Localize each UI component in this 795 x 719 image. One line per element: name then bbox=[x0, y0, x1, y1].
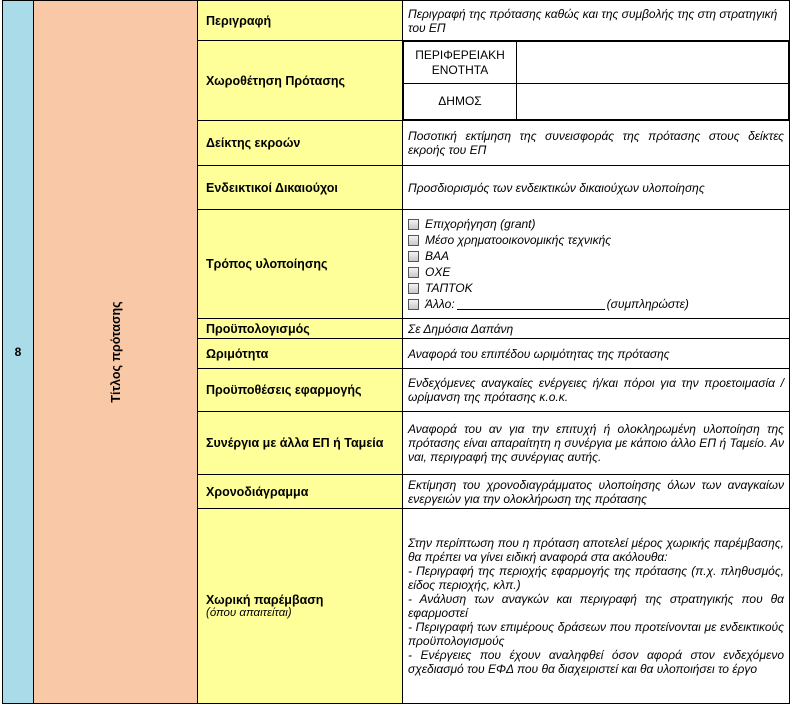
budget-text[interactable]: Σε Δημόσια Δαπάνη bbox=[403, 319, 790, 339]
proposal-title: Τίτλος πρότασης bbox=[108, 301, 123, 403]
schedule-label: Χρονοδιάγραμμα bbox=[198, 475, 403, 509]
option-label: ΤΑΠΤΟΚ bbox=[425, 281, 473, 295]
description-text[interactable]: Περιγραφή της πρότασης καθώς και της συμβολής της στη στρατηγική του ΕΠ bbox=[403, 1, 790, 41]
beneficiaries-label: Ενδεικτικοί Δικαιούχοι bbox=[198, 166, 403, 210]
option-oxe[interactable] bbox=[408, 264, 784, 280]
other-input[interactable] bbox=[457, 298, 605, 310]
synergy-text[interactable]: Αναφορά του αν για την επιτυχή ή ολοκληρωμένη υλοποίηση της πρότασης είναι απαραίτητη η συνέργια με κάποιο άλλο ΕΠ ή Ταμείο. Αν ναι, περιγραφή της συνέργιας αυτής. bbox=[403, 412, 790, 475]
region-label: ΠΕΡΙΦΕΡΕΙΑΚΗ ΕΝΟΤΗΤΑ bbox=[404, 42, 517, 84]
spatial-label-cell bbox=[198, 509, 403, 704]
row-number: 8 bbox=[14, 345, 22, 359]
spatial-bullet: - Περιγραφή των επιμέρους δράσεων που προτείνονται με ενδεικτικούς προϋπολογισμούς bbox=[408, 620, 784, 648]
output-indicators-text[interactable]: Ποσοτική εκτίμηση της συνεισφοράς της πρότασης στους δείκτες εκροής του ΕΠ bbox=[403, 121, 790, 166]
option-label: Επιχορήγηση (grant) bbox=[425, 217, 536, 231]
output-indicators-label: Δείκτης εκροών bbox=[198, 121, 403, 166]
municipality-value[interactable] bbox=[517, 84, 789, 120]
option-other[interactable] bbox=[408, 296, 784, 312]
spatial-bullet: - Ενέργειες που έχουν αναληφθεί όσον αφορά στον ενδεχόμενο σχεδιασμό του ΕΦΔ που θα διαχειριστεί και θα υλοποιήσει το έργο bbox=[408, 648, 784, 676]
option-label: ΟΧΕ bbox=[425, 265, 451, 279]
checkbox-icon[interactable] bbox=[408, 299, 419, 310]
option-financial-instrument[interactable] bbox=[408, 232, 784, 248]
implementation-options bbox=[403, 210, 790, 319]
proposal-form-table bbox=[2, 0, 790, 704]
checkbox-icon[interactable] bbox=[408, 283, 419, 294]
checkbox-icon[interactable] bbox=[408, 235, 419, 246]
option-label: ΒΑΑ bbox=[425, 249, 450, 263]
description-label: Περιγραφή bbox=[198, 1, 403, 41]
location-cell bbox=[403, 41, 790, 121]
spatial-intro: Στην περίπτωση που η πρόταση αποτελεί μέρος χωρικής παρέμβασης, θα πρέπει να γίνει ειδική αναφορά στα ακόλουθα: bbox=[408, 536, 784, 564]
location-label: Χωροθέτηση Πρότασης bbox=[198, 41, 403, 121]
maturity-text[interactable]: Αναφορά του επιπέδου ωριμότητας της πρότασης bbox=[403, 339, 790, 369]
location-subtable bbox=[403, 41, 789, 120]
checkbox-icon[interactable] bbox=[408, 251, 419, 262]
option-taptok[interactable] bbox=[408, 280, 784, 296]
checkbox-icon[interactable] bbox=[408, 219, 419, 230]
checkbox-icon[interactable] bbox=[408, 267, 419, 278]
maturity-label: Ωριμότητα bbox=[198, 339, 403, 369]
prerequisites-text[interactable]: Ενδεχόμενες αναγκαίες ενέργειες ή/και πόροι για την προετοιμασία /ωρίμανση της πρότασης κ.ο.κ. bbox=[403, 369, 790, 412]
spatial-label: Χωρική παρέμβαση bbox=[206, 593, 324, 607]
budget-label: Προϋπολογισμός bbox=[198, 319, 403, 339]
region-value[interactable] bbox=[517, 42, 789, 84]
implementation-label: Τρόπος υλοποίησης bbox=[198, 210, 403, 319]
option-label: Μέσο χρηματοοικονομικής τεχνικής bbox=[425, 233, 612, 247]
other-hint: (συμπληρώστε) bbox=[606, 297, 689, 311]
spatial-bullet: - Ανάλυση των αναγκών και περιγραφή της στρατηγικής που θα εφαρμοστεί bbox=[408, 592, 784, 620]
spatial-bullet: - Περιγραφή της περιοχής εφαρμογής της πρότασης (π.χ. πληθυσμός, είδος περιοχής, κλπ.) bbox=[408, 564, 784, 592]
option-grant[interactable] bbox=[408, 216, 784, 232]
schedule-text[interactable]: Εκτίμηση του χρονοδιαγράμματος υλοποίησης όλων των αναγκαίων ενεργειών για την ολοκλήρωση της πρότασης bbox=[403, 475, 790, 509]
beneficiaries-text[interactable]: Προσδιορισμός των ενδεικτικών δικαιούχων υλοποίησης bbox=[403, 166, 790, 210]
option-baa[interactable] bbox=[408, 248, 784, 264]
proposal-title-cell bbox=[34, 1, 198, 704]
other-label: Άλλο: bbox=[425, 297, 455, 311]
row-number-cell bbox=[3, 1, 34, 704]
spatial-text[interactable] bbox=[403, 509, 790, 704]
municipality-label: ΔΗΜΟΣ bbox=[404, 84, 517, 120]
prerequisites-label: Προϋποθέσεις εφαρμογής bbox=[198, 369, 403, 412]
spatial-sublabel: (όπου απαιτείται) bbox=[206, 607, 292, 619]
synergy-label: Συνέργια με άλλα ΕΠ ή Ταμεία bbox=[198, 412, 403, 475]
